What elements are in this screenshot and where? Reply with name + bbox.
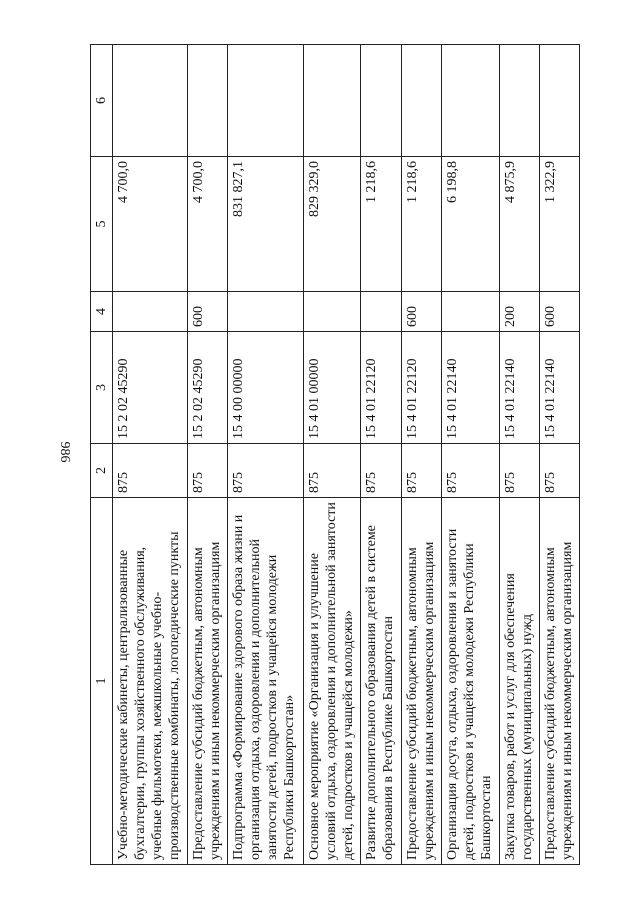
expense-type-cell — [303, 292, 361, 332]
header-cell-2: 2 — [91, 444, 113, 498]
expense-type-cell: 600 — [401, 292, 441, 332]
target-code-cell: 15 4 01 22140 — [539, 332, 579, 444]
row-name-cell: Основное мероприятие «Организация и улучшение условий отдыха, оздоровления и дополнительной занятости детей, подростков и учащейся молодежи» — [303, 498, 361, 865]
row-name-cell: Предоставление субсидий бюджетным, автономным учреждениям и иным некоммерческим организациям — [188, 498, 228, 865]
target-code-cell: 15 4 01 22120 — [361, 332, 401, 444]
ministry-code-cell: 875 — [401, 444, 441, 498]
target-code-cell: 15 4 01 22140 — [499, 332, 539, 444]
ministry-code-cell: 875 — [303, 444, 361, 498]
ministry-code-cell: 875 — [113, 444, 188, 498]
row-name-cell: Подпрограмма «Формирование здорового образа жизни и организация отдыха, оздоровления и дополнительной занятости детей, подростков и учащейся молодежи Республики Башкортостан» — [228, 498, 303, 865]
row-name-cell: Организация досуга, отдыха, оздоровления и занятости детей, подростков и учащейся молодежи Республики Башкортостан — [441, 498, 499, 865]
expense-type-cell: 600 — [188, 292, 228, 332]
table-row — [361, 45, 401, 865]
extra-cell — [499, 45, 539, 157]
page-number: 986 — [57, 441, 72, 463]
extra-cell — [539, 45, 579, 157]
amount-cell: 1 218,6 — [401, 157, 441, 292]
expense-type-cell — [228, 292, 303, 332]
ministry-code-cell: 875 — [361, 444, 401, 498]
row-name-cell: Учебно-методические кабинеты, централизованные бухгалтерии, группы хозяйственного обслуживания, учебные фильмотеки, межшкольные учебно-производственные комбинаты, логопедические пункты — [113, 498, 188, 865]
table-row — [539, 45, 579, 865]
expense-type-cell: 200 — [499, 292, 539, 332]
table-row — [441, 45, 499, 865]
extra-cell — [361, 45, 401, 157]
header-cell-1: 1 — [91, 498, 113, 865]
row-name-cell: Предоставление субсидий бюджетным, автономным учреждениям и иным некоммерческим организациям — [401, 498, 441, 865]
expense-type-cell — [361, 292, 401, 332]
extra-cell — [228, 45, 303, 157]
amount-cell: 831 827,1 — [228, 157, 303, 292]
target-code-cell: 15 4 01 22140 — [441, 332, 499, 444]
row-name-cell: Развитие дополнительного образования детей в системе образования в Республике Башкортостан — [361, 498, 401, 865]
table-row — [228, 45, 303, 865]
header-cell-5: 5 — [91, 157, 113, 292]
extra-cell — [188, 45, 228, 157]
extra-cell — [401, 45, 441, 157]
expense-type-cell: 600 — [539, 292, 579, 332]
ministry-code-cell: 875 — [188, 444, 228, 498]
amount-cell: 4 700,0 — [113, 157, 188, 292]
table-row — [499, 45, 539, 865]
table-row — [303, 45, 361, 865]
ministry-code-cell: 875 — [539, 444, 579, 498]
rotated-table-container — [90, 45, 580, 865]
amount-cell: 829 329,0 — [303, 157, 361, 292]
amount-cell: 4 700,0 — [188, 157, 228, 292]
budget-table — [90, 44, 580, 865]
target-code-cell: 15 4 01 00000 — [303, 332, 361, 444]
extra-cell — [441, 45, 499, 157]
target-code-cell: 15 2 02 45290 — [113, 332, 188, 444]
amount-cell: 1 218,6 — [361, 157, 401, 292]
header-cell-4: 4 — [91, 292, 113, 332]
expense-type-cell — [113, 292, 188, 332]
table-row — [401, 45, 441, 865]
target-code-cell: 15 2 02 45290 — [188, 332, 228, 444]
row-name-cell: Закупка товаров, работ и услуг для обеспечения государственных (муниципальных) нужд — [499, 498, 539, 865]
amount-cell: 1 322,9 — [539, 157, 579, 292]
ministry-code-cell: 875 — [499, 444, 539, 498]
table-row — [113, 45, 188, 865]
extra-cell — [303, 45, 361, 157]
table-row — [188, 45, 228, 865]
header-cell-6: 6 — [91, 45, 113, 157]
header-cell-3: 3 — [91, 332, 113, 444]
ministry-code-cell: 875 — [228, 444, 303, 498]
target-code-cell: 15 4 01 22120 — [401, 332, 441, 444]
amount-cell: 4 875,9 — [499, 157, 539, 292]
row-name-cell: Предоставление субсидий бюджетным, автономным учреждениям и иным некоммерческим организациям — [539, 498, 579, 865]
amount-cell: 6 198,8 — [441, 157, 499, 292]
ministry-code-cell: 875 — [441, 444, 499, 498]
target-code-cell: 15 4 00 00000 — [228, 332, 303, 444]
header-row — [91, 45, 113, 865]
extra-cell — [113, 45, 188, 157]
expense-type-cell — [441, 292, 499, 332]
